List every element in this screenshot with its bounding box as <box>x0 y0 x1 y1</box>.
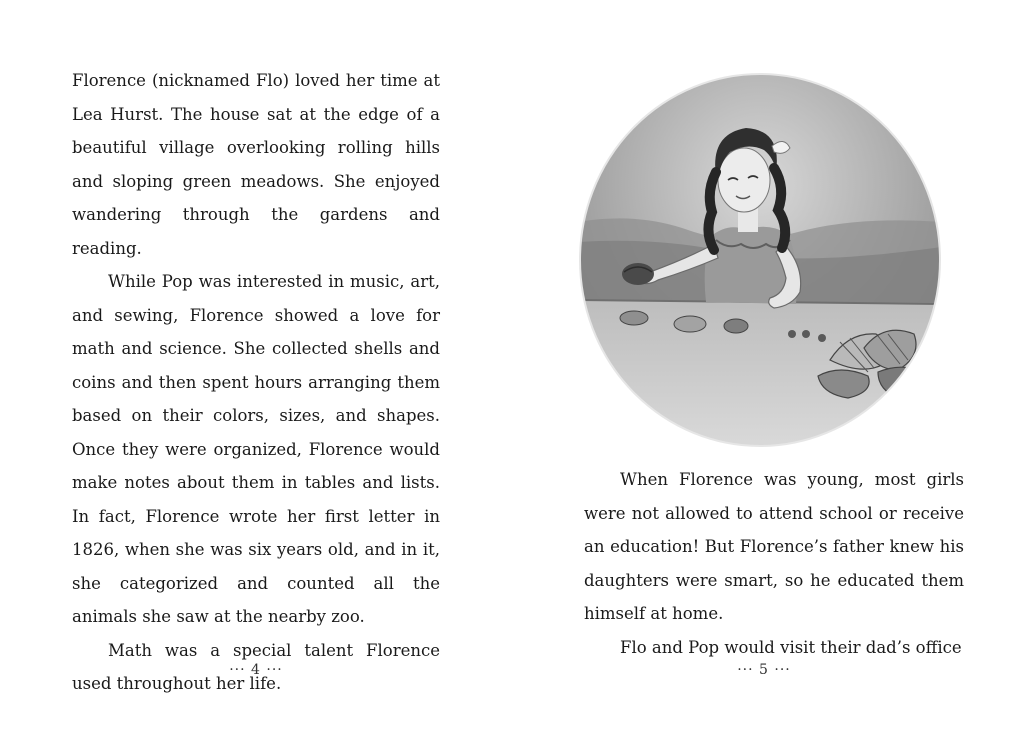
right-page-text <box>584 463 964 664</box>
page-number: ··· 5 ··· <box>737 662 791 678</box>
paragraph: Florence (nicknamed Flo) loved her time at Lea Hurst. The house sat at the edge of a beautiful village overlooking rolling hills and sloping green meadows. She enjoyed wandering through the gardens and reading. <box>72 71 440 258</box>
paragraph: Flo and Pop would visit their dad’s office <box>620 637 962 657</box>
paragraph: Math was a special talent Florence used throughout her life. <box>72 640 440 693</box>
right-page <box>512 0 1024 734</box>
page-number: ··· 4 ··· <box>229 662 283 678</box>
paragraph: While Pop was interested in music, art, and sewing, Florence showed a love for math and science. She collected shells and coins and then spent hours arranging them based on their colors, sizes, and shapes. Once they were organized, Florence would make notes about them in tables and lists. In fact, Florence wrote her first letter in 1826, when she was six years old, and in it, she categorized and counted all the animals she saw at the nearby zoo. <box>72 272 440 626</box>
left-page-text <box>72 64 440 701</box>
paragraph: When Florence was young, most girls were not allowed to attend school or receive an education! But Florence’s father knew his daughters were smart, so he educated them himself at home. <box>584 470 964 623</box>
girl-arranging-shells-illustration <box>578 72 942 448</box>
